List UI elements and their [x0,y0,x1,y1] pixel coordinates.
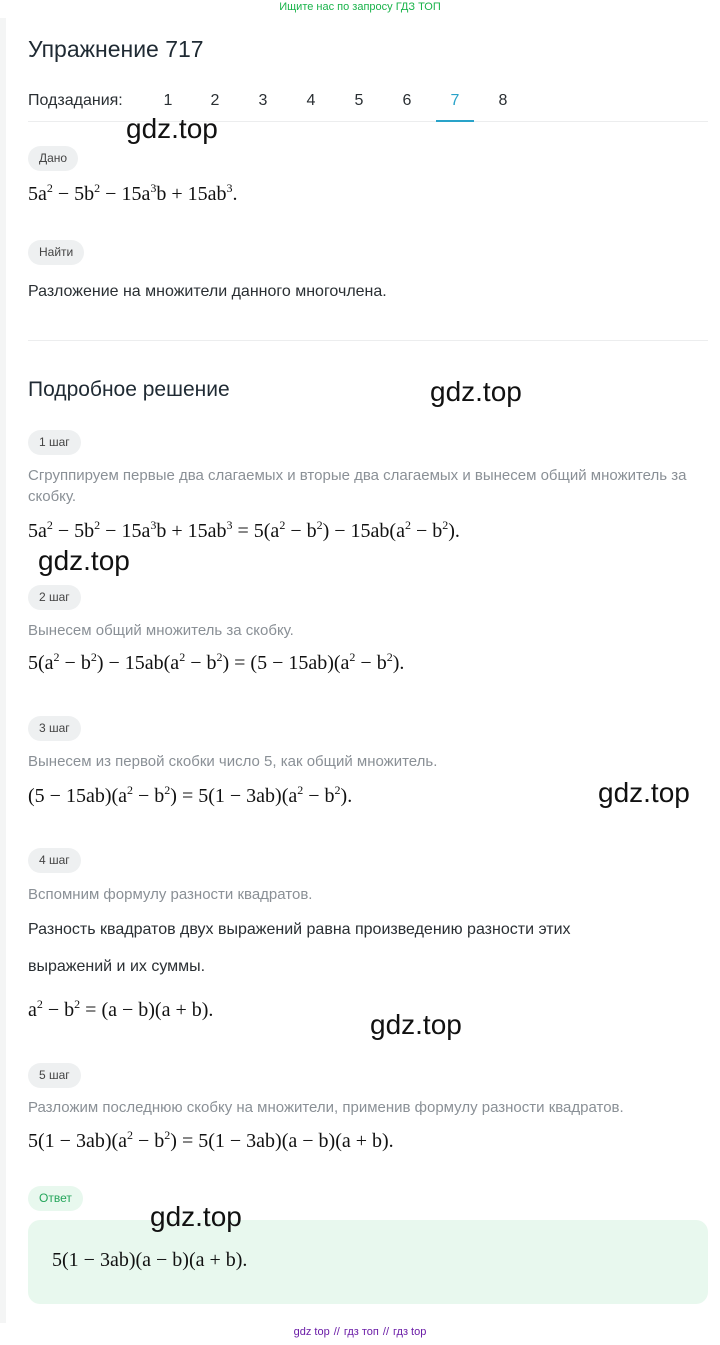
step-1-expression [28,520,460,543]
math-term: (5 − 15ab)(a [28,785,128,807]
footer-separator: // [382,1326,390,1338]
find-chip: Найти [28,240,84,265]
exponent: 3 [226,518,233,532]
math-term: ). [392,652,405,674]
math-term: ) − 15ab(a [322,520,405,542]
step-1-text: Сгруппируем первые два слагаемых и вторые два слагаемых и вынесем общий множитель за скобку. [28,467,687,505]
footer-link-gdz-top-ru[interactable]: гдз топ [343,1326,379,1338]
step-5-chip: 5 шаг [28,1063,81,1088]
math-term: 5(1 − 3ab)(a [28,1130,128,1152]
footer-separator: // [333,1326,340,1338]
section-divider [28,340,708,341]
step-3-text: Вынесем из первой скобки число 5, как общий множитель. [28,753,438,770]
given-expression [28,183,237,206]
math-term: = (a − b)(a + b). [80,999,214,1021]
exponent: 2 [164,783,171,797]
exponent: 2 [349,650,356,664]
math-term: 5(1 − 3ab)(a − b)(a + b). [52,1249,248,1271]
exponent: 2 [74,997,81,1011]
exponent: 2 [53,650,60,664]
step-3-chip: 3 шаг [28,716,81,741]
exponent: 2 [94,518,101,532]
step-4-chip: 4 шаг [28,848,81,873]
watermark: gdz.top [370,1009,462,1040]
math-term: 5a [28,183,47,205]
math-term: − b [42,999,75,1021]
exponent: 2 [386,650,393,664]
exponent: 3 [150,181,157,195]
exponent: 2 [164,1128,171,1142]
tab-subtask-8[interactable]: 8 [498,92,508,109]
watermark: gdz.top [150,1201,242,1232]
given-chip: Дано [28,146,78,171]
exponent: 2 [46,181,53,195]
math-term: ) = 5(1 − 3ab)(a − b)(a + b). [170,1130,394,1152]
math-term: − b [303,785,335,807]
step-2-chip: 2 шаг [28,585,81,610]
tab-subtask-5[interactable]: 5 [354,92,364,109]
math-term: − b [410,520,443,542]
exponent: 2 [90,650,97,664]
exponent: 2 [279,518,286,532]
math-term: − b [355,652,387,674]
exponent: 2 [404,518,411,532]
math-term: − b [59,652,91,674]
step-5-expression [28,1130,394,1153]
math-term: − 15a [100,520,151,542]
tab-subtask-6[interactable]: 6 [402,92,412,109]
math-term: − 5b [52,183,95,205]
math-term: ). [340,785,353,807]
math-term: 5a [28,520,47,542]
step-4-rule-line-2: выражений и их суммы. [28,958,206,975]
math-term: − b [133,785,165,807]
watermark: gdz.top [430,376,522,407]
answer-chip: Ответ [28,1186,83,1211]
tab-subtask-4[interactable]: 4 [306,92,316,109]
top-search-hint-link[interactable]: Ищите нас по запросу ГДЗ ТОП [279,1,441,13]
math-term: . [232,183,238,205]
exponent: 2 [442,518,449,532]
subtasks-label: Подзадания: [28,92,123,109]
math-term: − b [185,652,217,674]
step-1-chip: 1 шаг [28,430,81,455]
math-term: − b [285,520,317,542]
math-term: ) = 5(1 − 3ab)(a [170,785,298,807]
math-term: − 15a [100,183,151,205]
tab-subtask-3[interactable]: 3 [258,92,268,109]
footer-links [0,1326,720,1338]
exponent: 2 [334,783,341,797]
math-term: − b [133,1130,165,1152]
exponent: 3 [226,181,233,195]
math-term: − 5b [52,520,95,542]
step-4-rule-line-1: Разность квадратов двух выражений равна произведению разности этих [28,921,571,938]
math-term: b + 15ab [156,183,227,205]
exponent: 2 [216,650,223,664]
math-term: ) − 15ab(a [96,652,180,674]
step-5-text: Разложим последнюю скобку на множители, применив формулу разности квадратов. [28,1099,624,1116]
tab-subtask-2[interactable]: 2 [210,92,220,109]
math-term: = 5(a [232,520,280,542]
math-term: a [28,999,37,1021]
exponent: 2 [46,518,53,532]
watermark: gdz.top [38,545,130,576]
math-term: ). [448,520,460,542]
answer-expression [52,1249,247,1272]
step-2-text: Вынесем общий множитель за скобку. [28,622,294,639]
page-title: Упражнение 717 [28,36,204,62]
left-edge-bar [0,18,6,1323]
exponent: 3 [150,518,157,532]
exponent: 2 [127,1128,134,1142]
tab-subtask-7[interactable]: 7 [436,92,474,110]
watermark: gdz.top [598,777,690,808]
step-3-expression [28,785,352,808]
exponent: 2 [94,181,101,195]
exponent: 2 [179,650,186,664]
exponent: 2 [297,783,304,797]
step-4-text: Вспомним формулу разности квадратов. [28,886,313,903]
math-term: b + 15ab [156,520,227,542]
find-text: Разложение на множители данного многочлена. [28,283,387,300]
tab-subtask-1[interactable]: 1 [163,92,173,109]
watermark: gdz.top [126,113,218,144]
exponent: 2 [127,783,134,797]
step-2-expression [28,652,404,675]
math-term: ) = (5 − 15ab)(a [222,652,350,674]
step-4-expression [28,999,213,1022]
exponent: 2 [36,997,43,1011]
math-term: 5(a [28,652,54,674]
solution-title: Подробное решение [28,378,230,401]
footer-link-gdz-top[interactable]: gdz top [293,1326,330,1338]
footer-link-gdz-top-mixed[interactable]: гдз top [393,1326,427,1338]
exponent: 2 [316,518,323,532]
